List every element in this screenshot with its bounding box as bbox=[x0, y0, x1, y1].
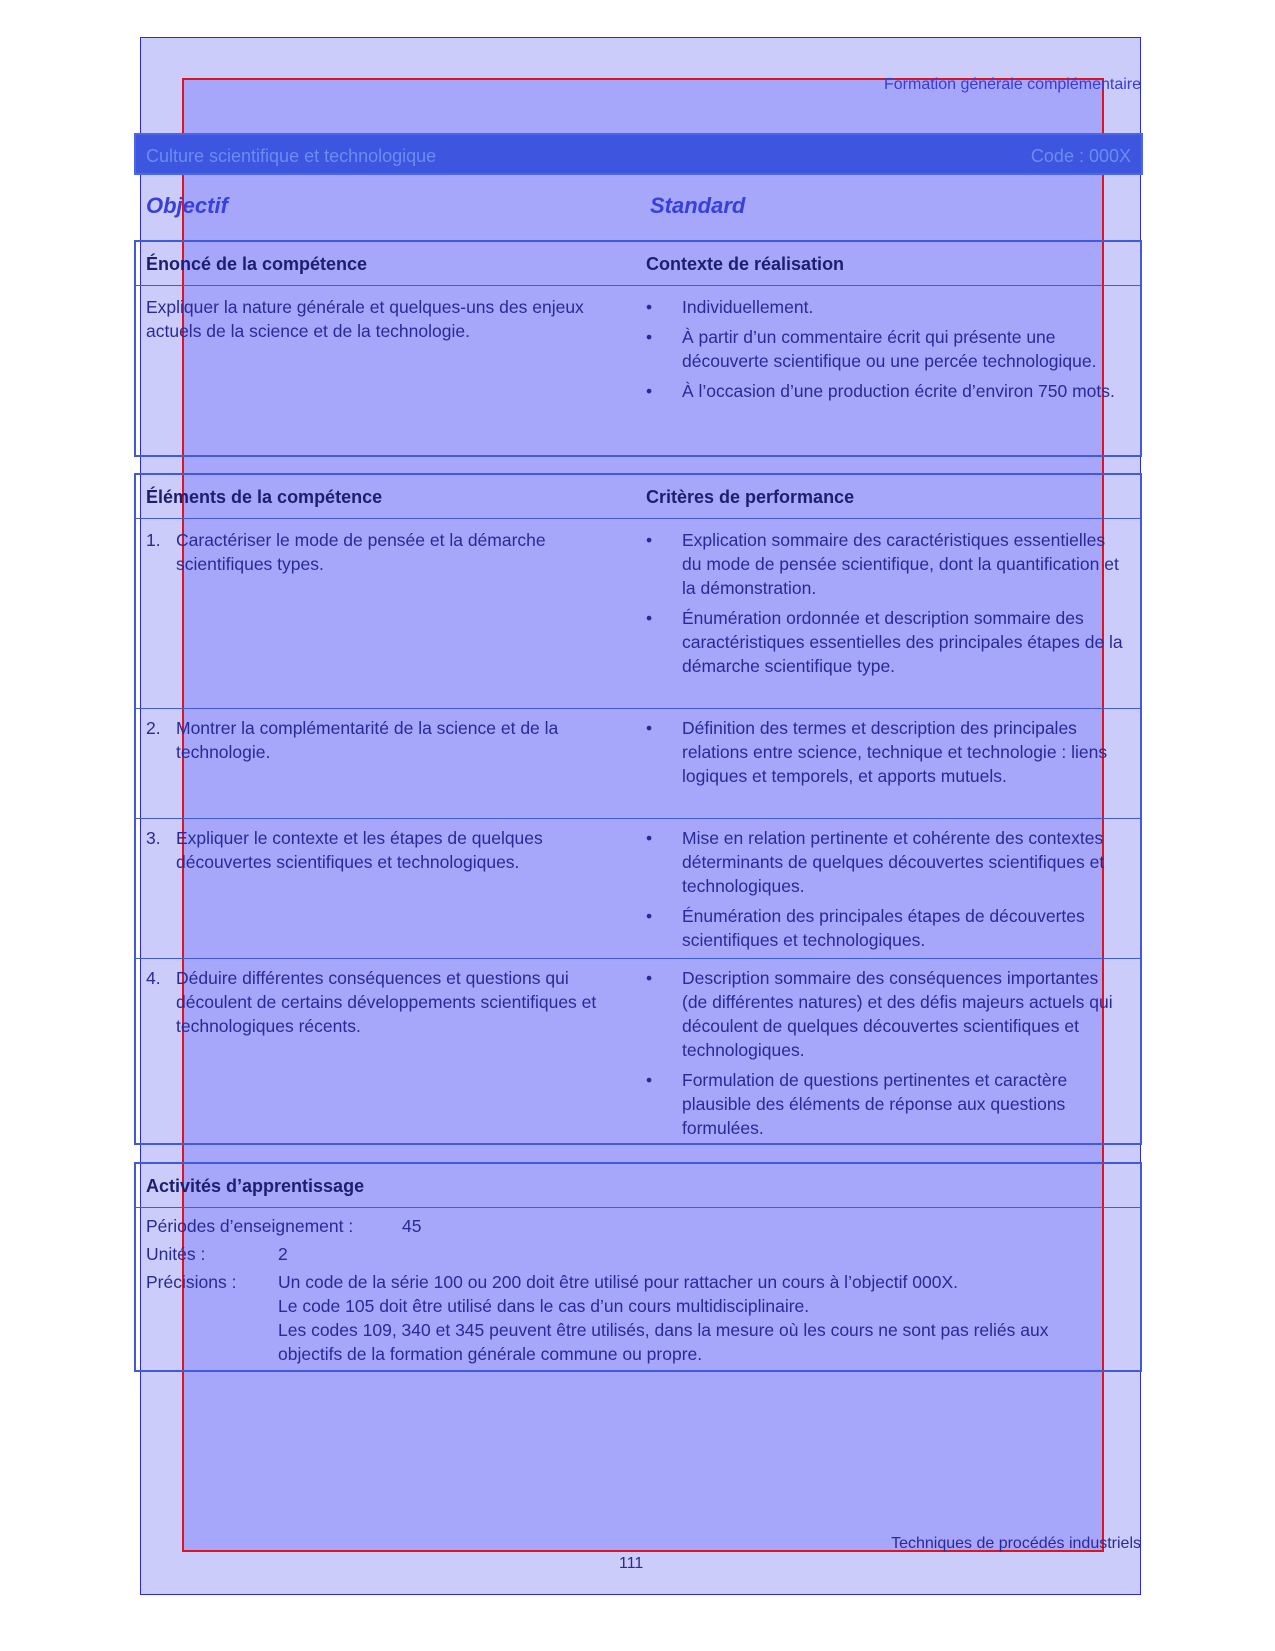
periods-label: Périodes d’enseignement : bbox=[146, 1216, 354, 1236]
element-number: 1. bbox=[146, 530, 161, 550]
program-name: Techniques de procédés industriels bbox=[891, 1535, 1141, 1552]
list-item: • Énumération ordonnée et description sommaire des caractéristiques essentielles des principales étapes de la démarche scientifique type. bbox=[646, 606, 1126, 678]
precision-line: Un code de la série 100 ou 200 doit être utilisé pour rattacher un cours à l’objectif 000X. bbox=[278, 1272, 958, 1292]
element-text: Montrer la complémentarité de la science et de la technologie. bbox=[176, 718, 559, 762]
units-value: 2 bbox=[278, 1244, 288, 1264]
divider bbox=[136, 958, 1140, 959]
context-header: Contexte de réalisation bbox=[646, 254, 845, 274]
course-code: Code : 000X bbox=[1030, 146, 1131, 166]
units-label: Unités : bbox=[146, 1244, 206, 1264]
element-number: 2. bbox=[146, 718, 161, 738]
elements-header: Éléments de la compétence bbox=[146, 487, 383, 507]
page-number: 111 bbox=[619, 1555, 644, 1572]
activities-header: Activités d’apprentissage bbox=[146, 1176, 365, 1196]
divider bbox=[136, 708, 1140, 709]
divider bbox=[136, 518, 1140, 519]
competence-table bbox=[134, 240, 1142, 457]
objectif-heading: Objectif bbox=[146, 193, 228, 218]
element-text: Expliquer le contexte et les étapes de quelques découvertes scientifiques et technologiques. bbox=[176, 828, 543, 872]
list-item: • À partir d’un commentaire écrit qui présente une découverte scientifique ou une percée technologique. bbox=[646, 325, 1126, 373]
criteria-list bbox=[646, 966, 1126, 1146]
element-number: 4. bbox=[146, 968, 161, 988]
criteria-list bbox=[646, 528, 1126, 684]
divider bbox=[136, 285, 1140, 286]
element-text: Déduire différentes conséquences et questions qui découlent de certains développements scientifiques et technologiques récents. bbox=[176, 968, 597, 1036]
element-text: Caractériser le mode de pensée et la démarche scientifiques types. bbox=[176, 530, 546, 574]
criteria-list bbox=[646, 826, 1126, 958]
periods-value: 45 bbox=[402, 1216, 422, 1236]
list-item: • Description sommaire des conséquences importantes (de différentes natures) et des défis majeurs actuels qui découlent de quelques découvertes scientifiques et technologiques. bbox=[646, 966, 1126, 1062]
competence-statement: Expliquer la nature générale et quelques-uns des enjeux actuels de la science et de la technologie. bbox=[146, 297, 584, 341]
activities-table bbox=[134, 1162, 1142, 1372]
precision-line: Le code 105 doit être utilisé dans le cas d’un cours multidisciplinaire. bbox=[278, 1296, 810, 1316]
list-item: • Formulation de questions pertinentes et caractère plausible des éléments de réponse aux questions formulées. bbox=[646, 1068, 1126, 1140]
standard-heading: Standard bbox=[650, 193, 746, 218]
divider bbox=[136, 1207, 1140, 1208]
title-band bbox=[134, 133, 1143, 175]
list-item: • À l’occasion d’une production écrite d’environ 750 mots. bbox=[646, 379, 1126, 403]
competence-statement-header: Énoncé de la compétence bbox=[146, 254, 368, 274]
list-item: • Mise en relation pertinente et cohérente des contextes déterminants de quelques découvertes scientifiques et technologiques. bbox=[646, 826, 1126, 898]
criteria-list bbox=[646, 716, 1126, 794]
list-item: • Énumération des principales étapes de découvertes scientifiques et technologiques. bbox=[646, 904, 1126, 952]
list-item: • Individuellement. bbox=[646, 295, 1126, 319]
precisions-label: Précisions : bbox=[146, 1272, 237, 1292]
list-item: • Définition des termes et description des principales relations entre science, technique et technologie : liens logiques et temporels, et apports mutuels. bbox=[646, 716, 1126, 788]
list-item: • Explication sommaire des caractéristiques essentielles du mode de pensée scientifique, dont la quantification et la démonstration. bbox=[646, 528, 1126, 600]
element-number: 3. bbox=[146, 828, 161, 848]
context-list bbox=[646, 295, 1126, 409]
divider bbox=[136, 818, 1140, 819]
section-label: Formation générale complémentaire bbox=[883, 76, 1141, 93]
course-title: Culture scientifique et technologique bbox=[146, 146, 437, 166]
elements-table bbox=[134, 473, 1142, 1145]
precision-line: Les codes 109, 340 et 345 peuvent être utilisés, dans la mesure où les cours ne sont pas reliés aux objectifs de la formation générale commune ou propre. bbox=[278, 1320, 1049, 1364]
precisions-text bbox=[278, 1270, 1108, 1366]
criteria-header: Critères de performance bbox=[646, 487, 855, 507]
